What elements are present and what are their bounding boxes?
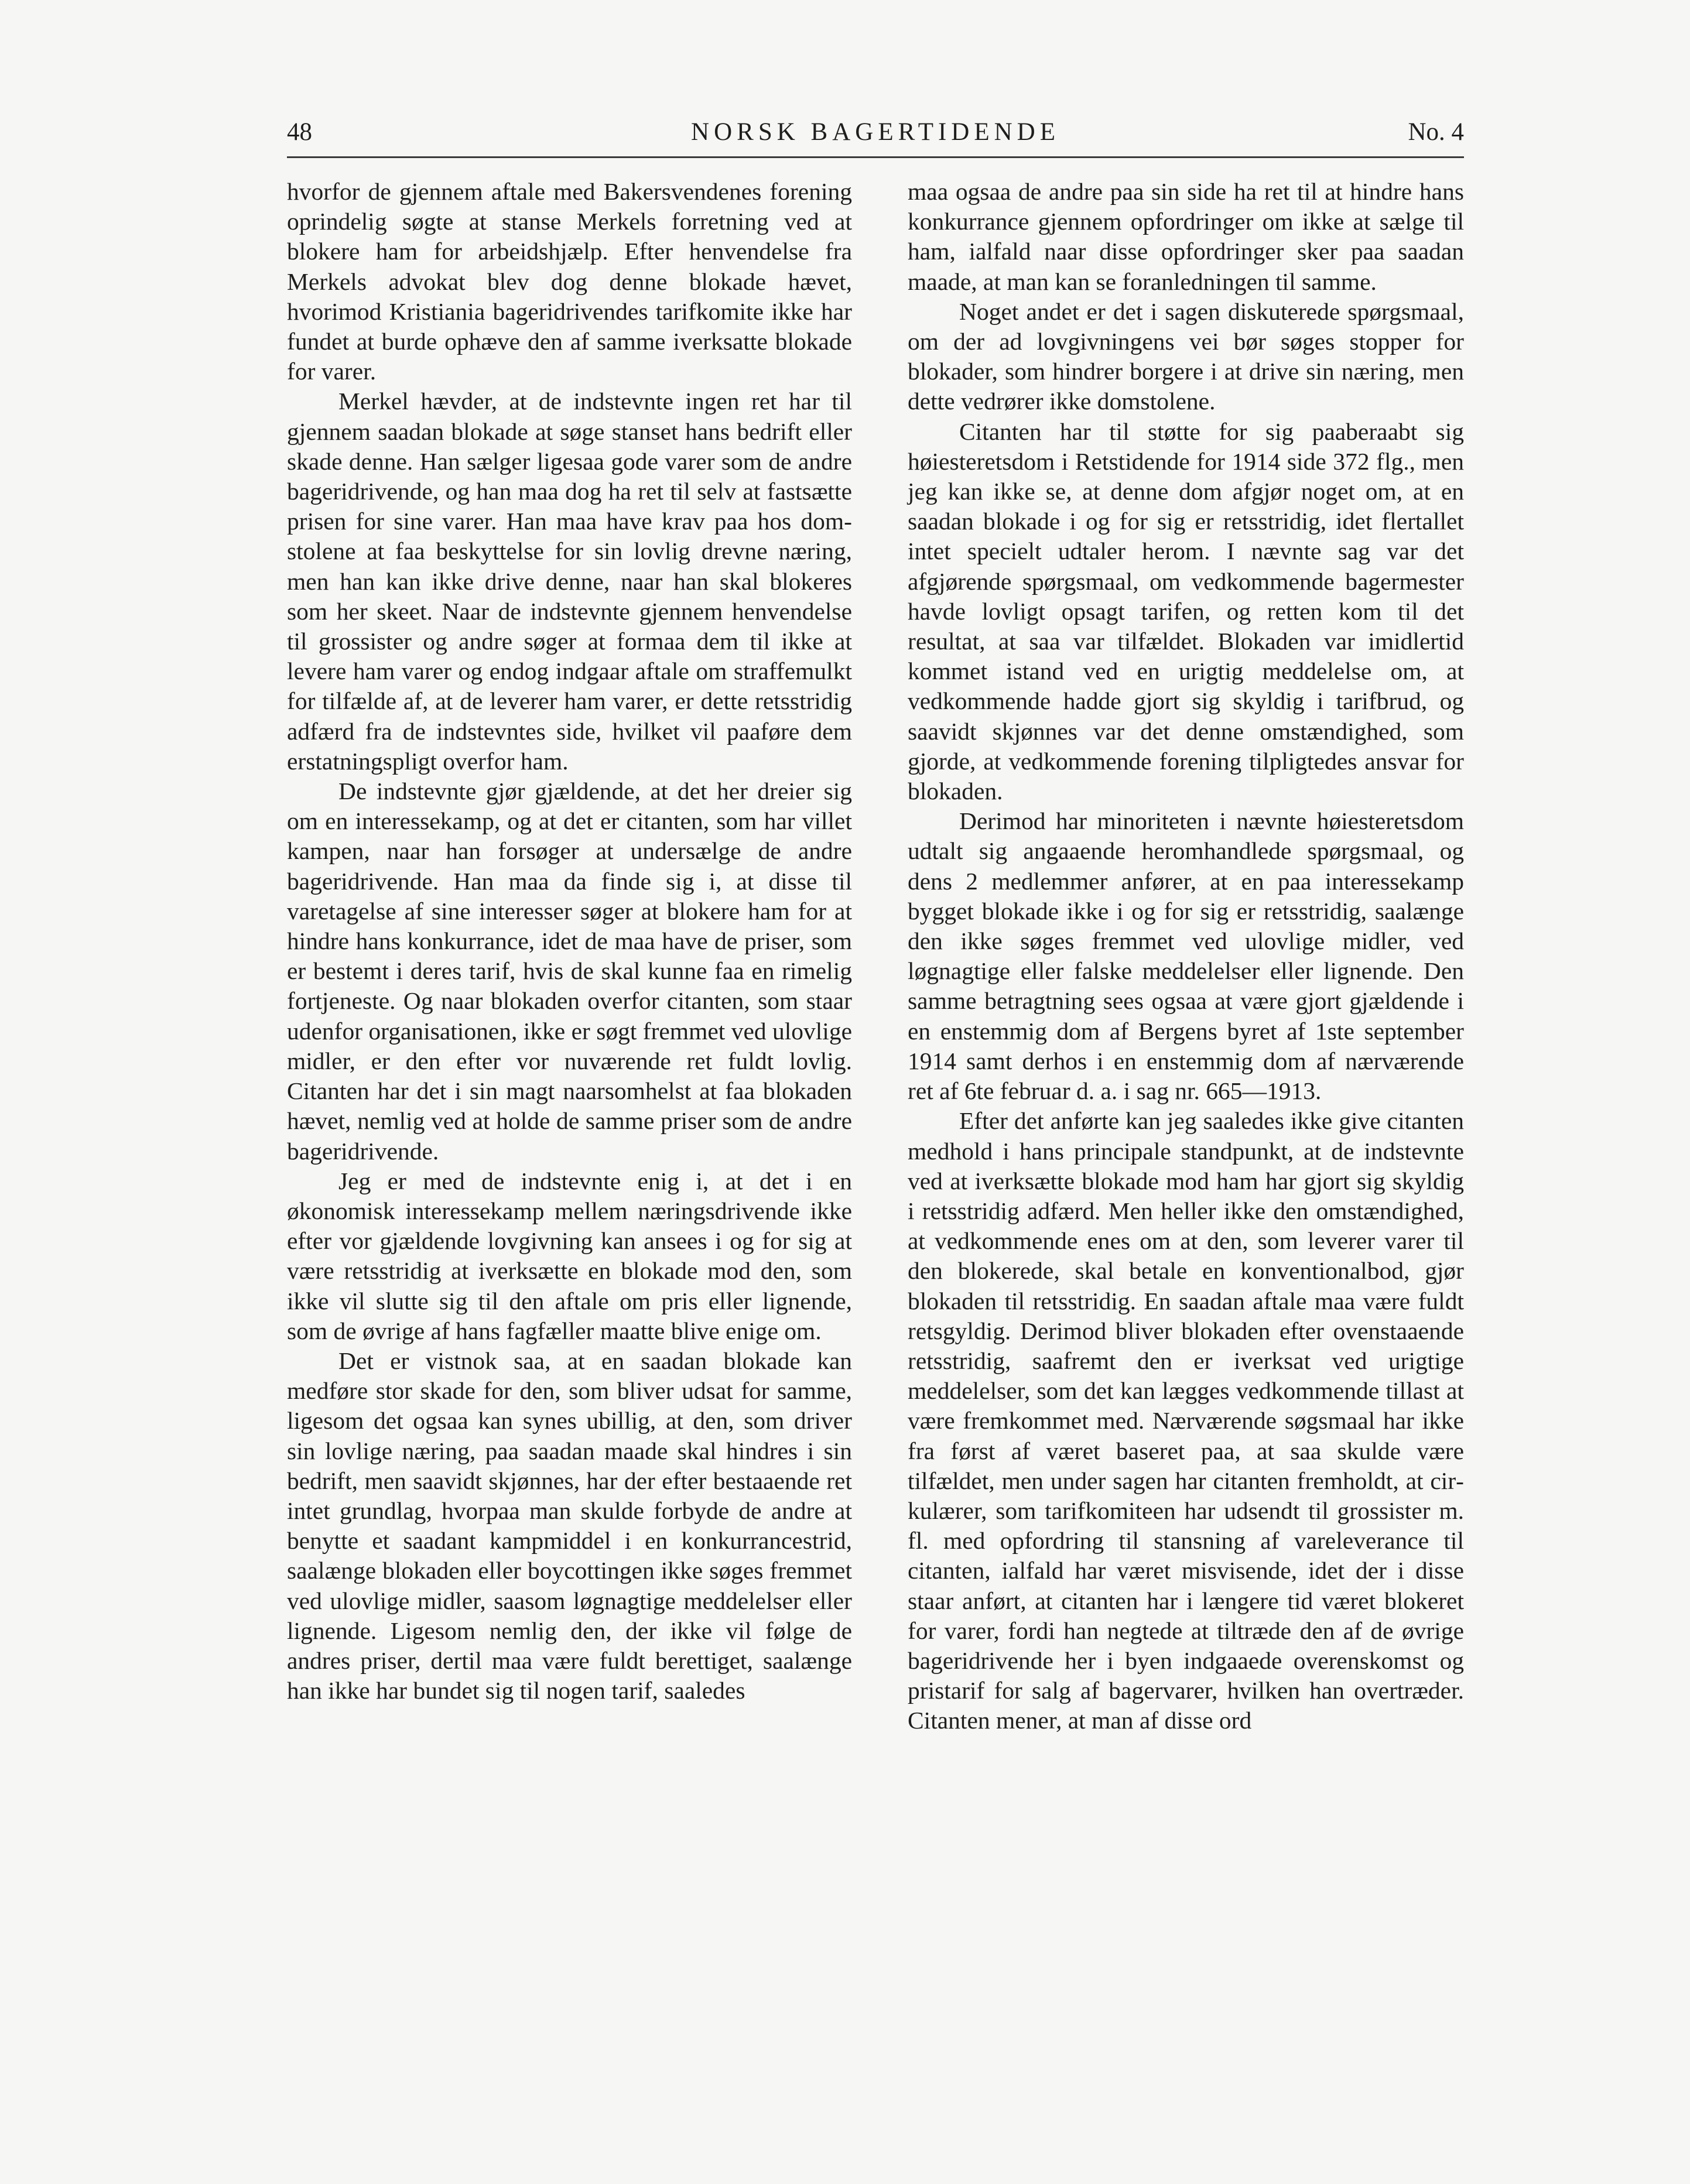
paragraph: Efter det anførte kan jeg saaledes ikke give citanten medhold i hans principale standpunkt, at de indstevnte ved at iverksætte blokade mod ham har gjort sig skyldig i retsstridig adfærd. Men heller ikke den omstændighed, at vedkommende enes om at den, som leverer varer til den blokerede, skal betale en konventionalbod, gjør blokaden til retsstridig. En saadan aftale maa være fuldt retsgyldig. Derimod bliver blokaden efter ovenstaaende retsstridig, saafremt den er iverksat ved urigtige meddelelser, som det kan lægges vedkommende tillast at være fremkommet med. Nærværende søgsmaal har ikke fra først af været baseret paa, at saa skulde være tilfældet, men under sagen har citanten fremholdt, at cirkulærer, som tarifkomiteen har udsendt til grossister m. fl. med opfordring til stansning af vareleverance til citanten, ialfald har været misvisende, idet der i disse staar anført, at citanten har i længere tid været blokeret for varer, fordi han negtede at tiltræde den af de øvrige bageridrivende her i byen indgaaede overenskomst og pristarif for salg af bagervarer, hvilken han overtræder. Citanten mener, at man af disse ord: [908, 1107, 1464, 1734]
newspaper-page: [287, 111, 1464, 2090]
paragraph: Jeg er med de indstevnte enig i, at det i en økonomisk interessekamp mellem næringsdrivende ikke efter vor gjældende lovgivning kan ansees i og for sig at være retsstridig at iverksætte en blokade mod den, som ikke vil slutte sig til den aftale om pris eller lignende, som de øvrige af hans fagfæller maatte blive enige om.: [287, 1167, 852, 1344]
paragraph: hvorfor de gjennem aftale med Bakersvendenes forening oprindelig søgte at stanse Merkels forretning ved at blokere ham for arbeidshjælp. Efter henvendelse fra Merkels advokat blev dog denne blokade hævet, hvorimod Kristiania bageridrivendes tarifkomite ikke har fundet at burde ophæve den af samme iverksatte blokade for varer.: [287, 178, 852, 385]
paragraph: maa ogsaa de andre paa sin side ha ret til at hindre hans konkurrance gjennem opfordringer om ikke at sælge til ham, ialfald naar disse opfordringer sker paa saadan maade, at man kan se foranledningen til samme.: [908, 178, 1464, 295]
paragraph: Citanten har til støtte for sig paaberaabt sig høiesteretsdom i Retstidende for 1914 side 372 flg., men jeg kan ikke se, at denne dom afgjør noget om, at en saadan blokade i og for sig er retsstridig, idet flertallet intet specielt udtaler herom. I nævnte sag var det afgjørende spørgsmaal, om vedkommende bagermester havde lovligt opsagt tarifen, og retten kom til det resultat, at saa var tilfældet. Blokaden var imidlertid kommet istand ved en urigtig meddelelse om, at vedkommende hadde gjort sig skyldig i tarifbrud, og saavidt skjønnes var det denne omstændighed, som gjorde, at vedkommende forening tilpligtedes ansvar for blokaden.: [908, 417, 1464, 805]
right-column: [908, 177, 1464, 1736]
paragraph: Derimod har minoriteten i nævnte høiesteretsdom udtalt sig angaaende heromhandlede spørgsmaal, og dens 2 medlemmer anfører, at en paa interessekamp bygget blokade ikke i og for sig er retsstridig, saalænge den ikke søges fremmet ved ulovlige midler, ved løgnagtige eller falske meddelelser eller lignende. Den samme betragtning sees ogsaa at være gjort gjældende i en enstemmig dom af Bergens byret af 1ste september 1914 samt derhos i en enstemmig dom af nærværende ret af 6te februar d. a. i sag nr. 665—1913.: [908, 807, 1464, 1105]
page-number: 48: [287, 118, 312, 146]
left-column: [287, 177, 852, 1706]
paragraph: Det er vistnok saa, at en saadan blokade kan medføre stor skade for den, som bliver udsat for samme, ligesom det ogsaa kan synes ubillig, at den, som driver sin lovlige næring, paa saadan maade skal hindres i sin bedrift, men saavidt skjønnes, har der efter bestaaende ret intet grundlag, hvorpaa man skulde forbyde de andre at benytte et saadant kampmiddel i en konkurrancestrid, saalænge blokaden eller boycottingen ikke søges fremmet ved ulovlige midler, saasom løgnagtige meddelelser eller lignende. Ligesom nemlig den, der ikke vil følge de andres priser, dertil maa være fuldt berettiget, saalænge han ikke har bundet sig til nogen tarif, saaledes: [287, 1347, 852, 1704]
header-rule: [287, 156, 1464, 158]
page-header: [287, 111, 1464, 153]
paragraph: Merkel hævder, at de indstevnte ingen ret har til gjennem saadan blokade at søge stanset hans bedrift eller skade denne. Han sælger ligesaa gode varer som de andre bageridrivende, og han maa dog ha ret til selv at fastsætte prisen for sine varer. Han maa have krav paa hos domstolene at faa beskyttelse for sin lovlig drevne næring, men han kan ikke drive denne, naar han skal blokeres som her skeet. Naar de indstevnte gjennem henvendelse til grossister og andre søger at formaa dem til ikke at levere ham varer og endog indgaar aftale om straffemulkt for tilfælde af, at de leverer ham varer, er dette retsstridig adfærd fra de indstevntes side, hvilket vil paaføre dem erstatningspligt overfor ham.: [287, 388, 852, 775]
publication-title: NORSK BAGERTIDENDE: [691, 118, 1060, 146]
paragraph: Noget andet er det i sagen diskuterede spørgsmaal, om der ad lovgivningens vei bør søges stopper for blokader, som hindrer borgere i at drive sin næring, men dette vedrører ikke domstolene.: [908, 297, 1464, 415]
issue-number: No. 4: [1408, 118, 1464, 146]
paragraph: De indstevnte gjør gjældende, at det her dreier sig om en interessekamp, og at det er citanten, som har villet kampen, naar han forsøger at undersælge de andre bageridrivende. Han maa da finde sig i, at disse til varetagelse af sine interesser søger at blokere ham for at hindre hans konkurrance, idet de maa have de priser, som er bestemt i deres tarif, hvis de skal kunne faa en rimelig fortjeneste. Og naar blokaden overfor citanten, som staar udenfor organisationen, ikke er søgt fremmet ved ulovlige midler, er den efter vor nuværende ret fuldt lovlig. Citanten har det i sin magt naarsomhelst at faa blokaden hævet, nemlig ved at holde de samme priser som de andre bageridrivende.: [287, 778, 852, 1165]
